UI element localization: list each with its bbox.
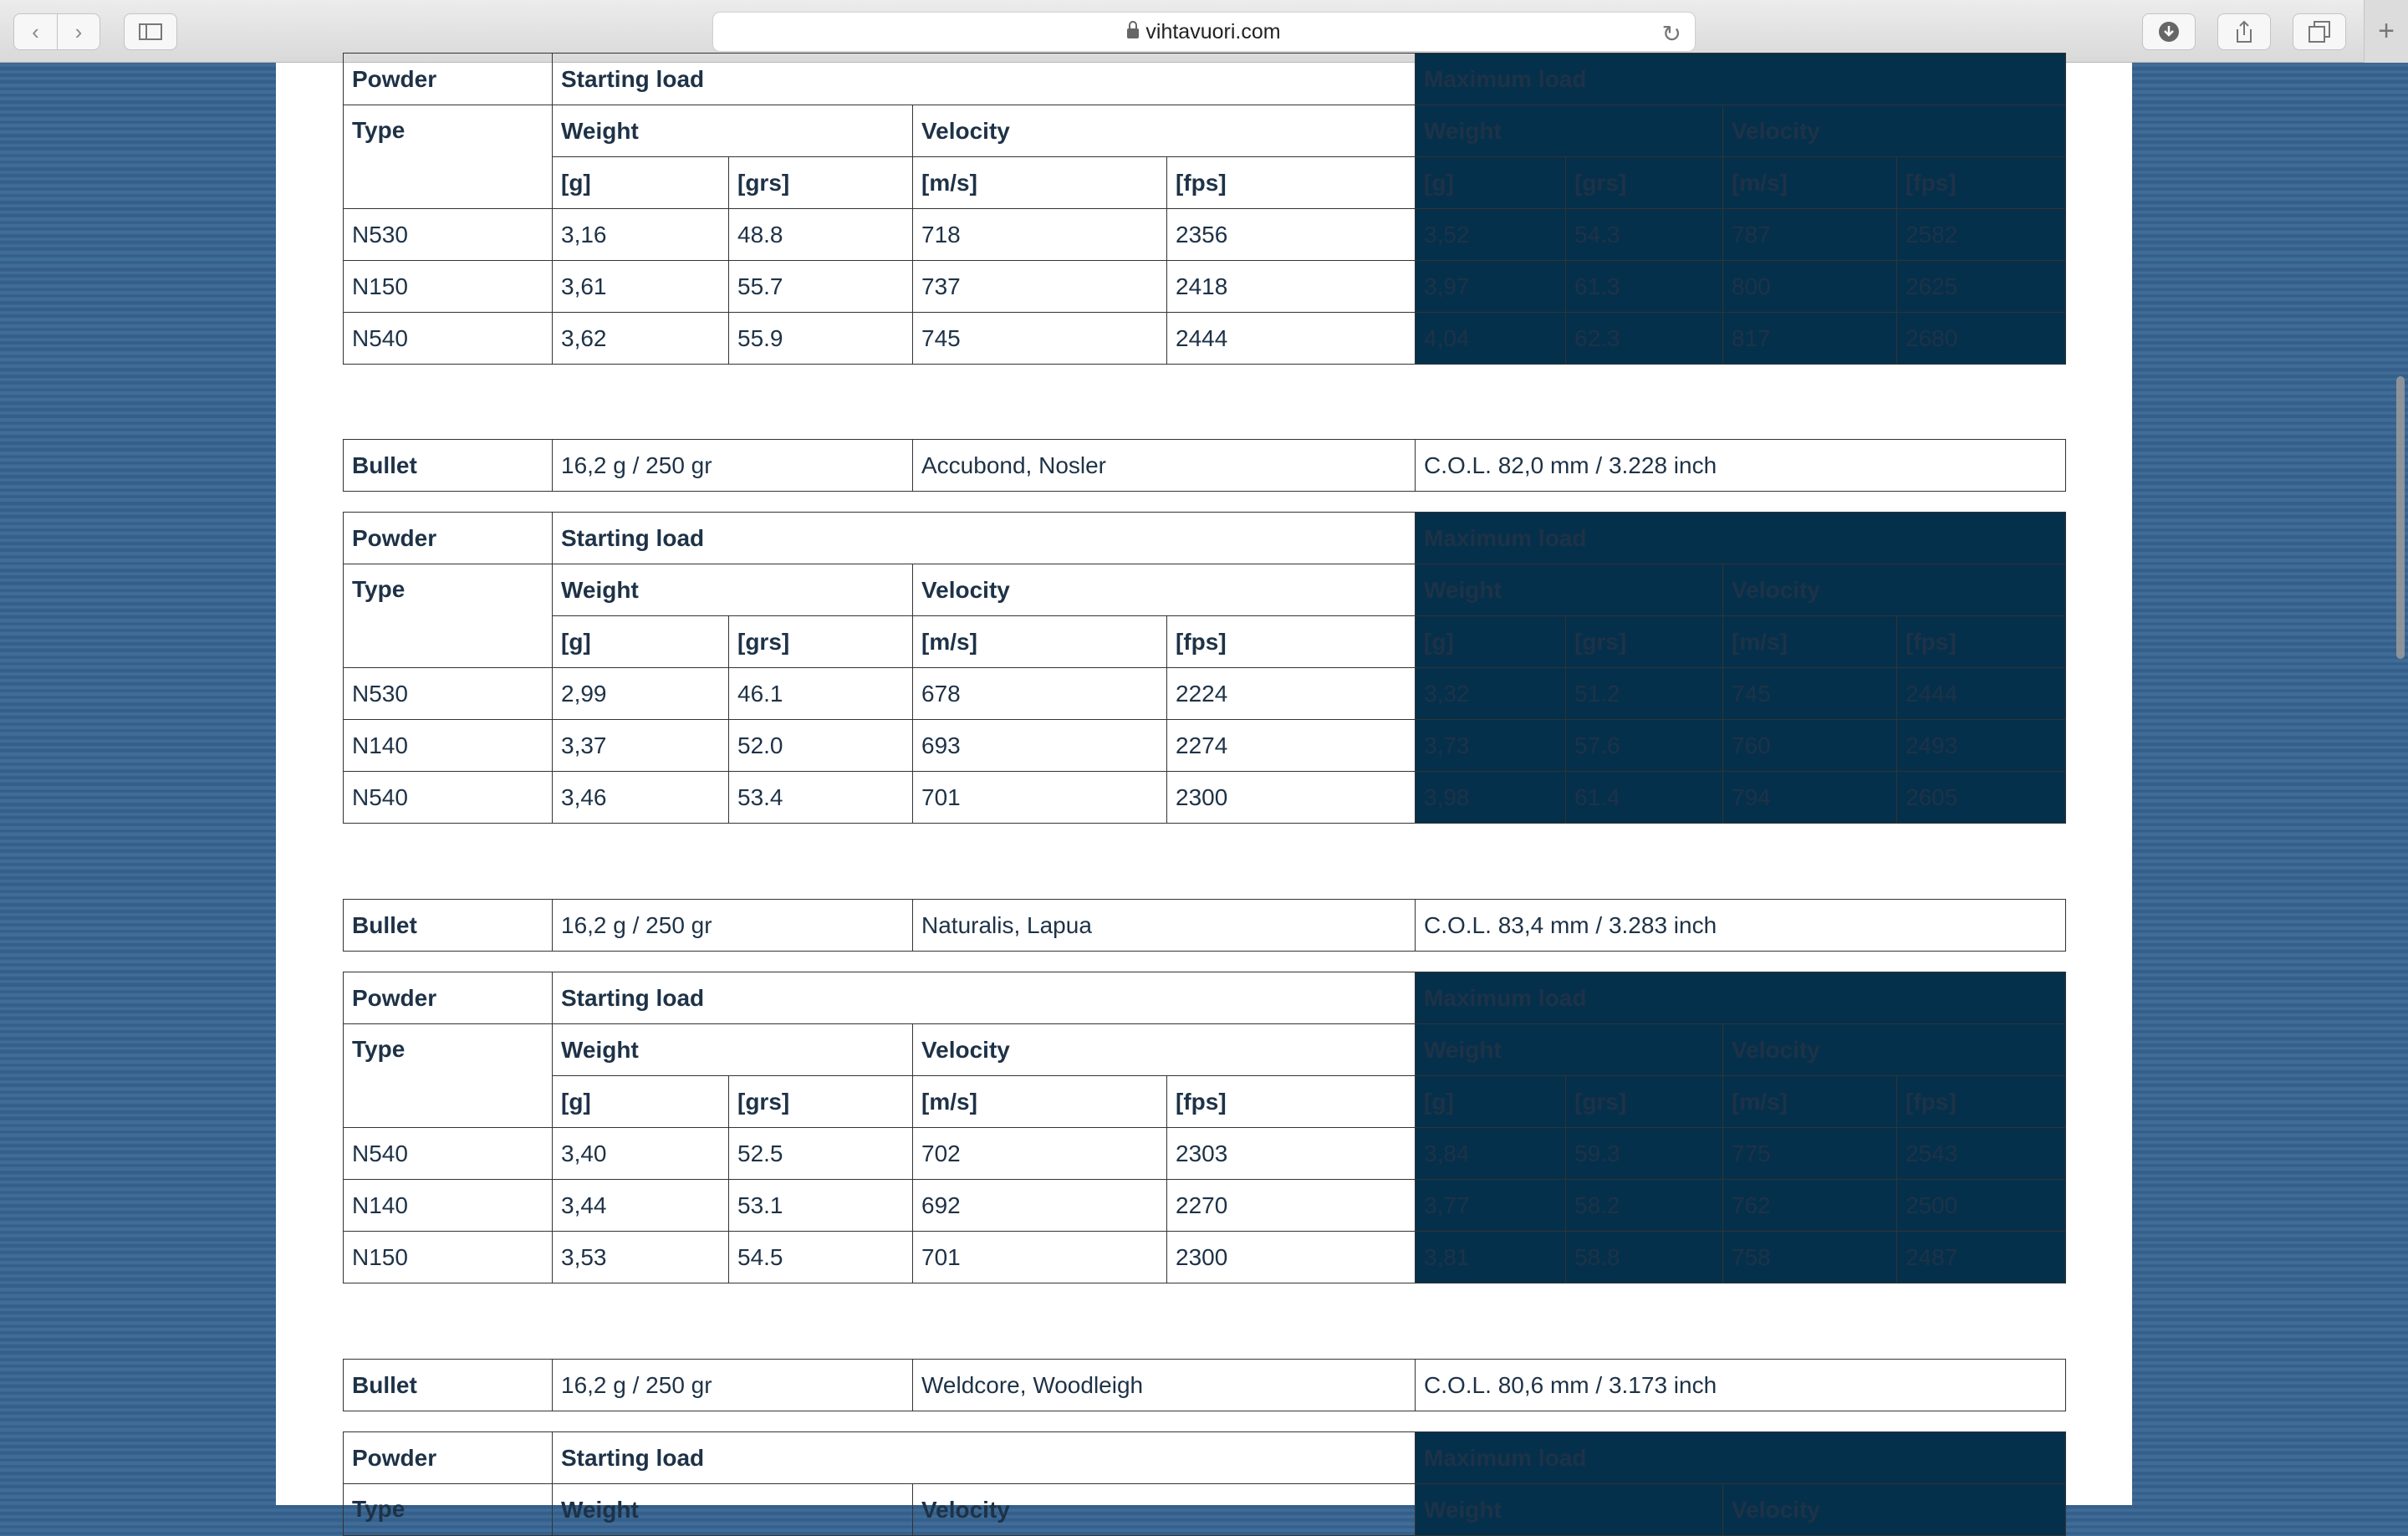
starting-load-label: Starting load [553,513,1416,564]
header-row [344,513,2066,564]
start-grs: 52.5 [729,1128,913,1180]
start-fps: 2274 [1167,720,1416,772]
unit-fps: [fps] [1167,616,1416,668]
powder-type: N150 [344,261,553,313]
max-ms: 760 [1723,720,1897,772]
bullet-col: C.O.L. 80,6 mm / 3.173 inch [1416,1360,2066,1411]
weight-label: Weight [553,105,913,157]
start-ms: 678 [913,668,1167,720]
max-weight-label: Weight [1416,1484,1723,1536]
new-tab-button[interactable] [2364,0,2408,63]
downloads-button[interactable] [2142,13,2196,50]
max-g: 4,04 [1416,313,1566,365]
powder-type: N540 [344,1128,553,1180]
max-g: 3,52 [1416,209,1566,261]
start-g: 3,37 [553,720,729,772]
start-fps: 2300 [1167,772,1416,824]
start-grs: 55.9 [729,313,913,365]
max-g: 3,81 [1416,1232,1566,1283]
start-grs: 54.5 [729,1232,913,1283]
bullet-name: Naturalis, Lapua [913,900,1416,952]
max-fps: 2493 [1897,720,2066,772]
max-fps: 2680 [1897,313,2066,365]
page-content [276,63,2132,1523]
table-row [344,1180,2066,1232]
unit-ms: [m/s] [913,616,1167,668]
max-unit-ms: [m/s] [1723,157,1897,209]
max-weight-label: Weight [1416,105,1723,157]
bullet-table [343,1359,2066,1411]
unit-fps: [fps] [1167,157,1416,209]
bullet-weight: 16,2 g / 250 gr [553,440,913,492]
header-row [344,1432,2066,1484]
forward-icon: › [74,18,83,44]
unit-grs: [grs] [729,157,913,209]
bullet-name: Accubond, Nosler [913,440,1416,492]
load-table [343,512,2066,824]
start-fps: 2303 [1167,1128,1416,1180]
max-fps: 2543 [1897,1128,2066,1180]
max-g: 3,32 [1416,668,1566,720]
max-unit-g: [g] [1416,157,1566,209]
max-unit-ms: [m/s] [1723,1076,1897,1128]
starting-load-label: Starting load [553,972,1416,1024]
url-text: vihtavuori.com [1145,19,1281,43]
max-ms: 794 [1723,772,1897,824]
unit-row [344,616,2066,668]
table-row [344,1232,2066,1283]
share-icon [2234,20,2254,43]
max-ms: 800 [1723,261,1897,313]
powder-label: Powder [344,54,553,105]
unit-ms: [m/s] [913,157,1167,209]
weight-label: Weight [553,564,913,616]
unit-row [344,1076,2066,1128]
max-grs: 61.3 [1566,261,1723,313]
max-unit-grs: [grs] [1566,157,1723,209]
header-row [344,972,2066,1024]
powder-type: N540 [344,313,553,365]
start-grs: 53.1 [729,1180,913,1232]
unit-g: [g] [553,157,729,209]
unit-g: [g] [553,616,729,668]
unit-g: [g] [553,1076,729,1128]
unit-fps: [fps] [1167,1076,1416,1128]
start-ms: 692 [913,1180,1167,1232]
max-unit-ms: [m/s] [1723,616,1897,668]
start-g: 3,61 [553,261,729,313]
unit-grs: [grs] [729,1076,913,1128]
bullet-row [344,900,2066,952]
unit-row [344,157,2066,209]
start-ms: 702 [913,1128,1167,1180]
share-button[interactable] [2217,13,2271,50]
velocity-label: Velocity [913,1024,1416,1076]
max-g: 3,84 [1416,1128,1566,1180]
max-grs: 62.3 [1566,313,1723,365]
load-table-section [343,899,2065,1283]
tabs-icon [2309,21,2330,43]
bullet-table [343,899,2066,952]
max-ms: 745 [1723,668,1897,720]
max-ms: 817 [1723,313,1897,365]
load-table-section [343,439,2065,824]
nav-buttons [13,13,100,50]
bullet-row [344,1360,2066,1411]
start-g: 3,40 [553,1128,729,1180]
powder-type: N140 [344,720,553,772]
start-ms: 693 [913,720,1167,772]
powder-label: Powder [344,513,553,564]
type-label: Type [344,1024,553,1128]
max-unit-g: [g] [1416,1076,1566,1128]
max-unit-fps: [fps] [1897,616,2066,668]
table-row [344,209,2066,261]
max-unit-g: [g] [1416,616,1566,668]
download-icon [2158,21,2180,43]
max-velocity-label: Velocity [1723,1024,2066,1076]
header-row [344,1484,2066,1536]
start-g: 2,99 [553,668,729,720]
max-ms: 775 [1723,1128,1897,1180]
max-grs: 54.3 [1566,209,1723,261]
plus-icon: + [2378,15,2395,47]
start-grs: 52.0 [729,720,913,772]
powder-label: Powder [344,972,553,1024]
start-fps: 2356 [1167,209,1416,261]
unit-grs: [grs] [729,616,913,668]
table-row [344,720,2066,772]
start-g: 3,53 [553,1232,729,1283]
forward-button[interactable] [57,13,100,50]
start-ms: 701 [913,772,1167,824]
start-g: 3,16 [553,209,729,261]
powder-type: N530 [344,668,553,720]
powder-type: N530 [344,209,553,261]
load-table [343,972,2066,1283]
start-g: 3,44 [553,1180,729,1232]
velocity-label: Velocity [913,105,1416,157]
max-weight-label: Weight [1416,1024,1723,1076]
max-velocity-label: Velocity [1723,1484,2066,1536]
start-grs: 53.4 [729,772,913,824]
max-g: 3,98 [1416,772,1566,824]
start-ms: 701 [913,1232,1167,1283]
max-grs: 59.3 [1566,1128,1723,1180]
start-g: 3,62 [553,313,729,365]
max-fps: 2625 [1897,261,2066,313]
max-fps: 2605 [1897,772,2066,824]
back-button[interactable] [13,13,57,50]
maximum-load-label: Maximum load [1416,54,2066,105]
weight-label: Weight [553,1024,913,1076]
start-fps: 2270 [1167,1180,1416,1232]
header-row [344,1024,2066,1076]
load-table-section [343,53,2065,365]
max-ms: 787 [1723,209,1897,261]
start-fps: 2444 [1167,313,1416,365]
start-ms: 745 [913,313,1167,365]
reload-icon[interactable]: ↻ [1661,21,1681,47]
velocity-label: Velocity [913,1484,1416,1536]
max-grs: 57.6 [1566,720,1723,772]
type-label: Type [344,1484,553,1536]
start-fps: 2300 [1167,1232,1416,1283]
unit-ms: [m/s] [913,1076,1167,1128]
max-velocity-label: Velocity [1723,105,2066,157]
max-fps: 2500 [1897,1180,2066,1232]
maximum-load-label: Maximum load [1416,513,2066,564]
velocity-label: Velocity [913,564,1416,616]
maximum-load-label: Maximum load [1416,1432,2066,1484]
starting-load-label: Starting load [553,1432,1416,1484]
bullet-name: Weldcore, Woodleigh [913,1360,1416,1411]
max-fps: 2444 [1897,668,2066,720]
max-velocity-label: Velocity [1723,564,2066,616]
start-grs: 55.7 [729,261,913,313]
table-row [344,1128,2066,1180]
max-unit-fps: [fps] [1897,1076,2066,1128]
weight-label: Weight [553,1484,913,1536]
back-icon: ‹ [32,18,39,44]
powder-type: N150 [344,1232,553,1283]
sidebar-icon [139,23,162,40]
starting-load-label: Starting load [553,54,1416,105]
max-g: 3,97 [1416,261,1566,313]
address-bar[interactable] [712,12,1696,52]
powder-label: Powder [344,1432,553,1484]
table-row [344,313,2066,365]
max-grs: 61.4 [1566,772,1723,824]
bullet-col: C.O.L. 82,0 mm / 3.228 inch [1416,440,2066,492]
table-row [344,261,2066,313]
bullet-label: Bullet [344,1360,553,1411]
max-g: 3,77 [1416,1180,1566,1232]
sidebar-button[interactable] [124,13,177,50]
powder-type: N540 [344,772,553,824]
start-fps: 2224 [1167,668,1416,720]
start-grs: 46.1 [729,668,913,720]
load-table [343,53,2066,365]
lock-icon [1127,28,1139,38]
scrollbar-thumb[interactable] [2396,376,2405,659]
bullet-weight: 16,2 g / 250 gr [553,900,913,952]
start-g: 3,46 [553,772,729,824]
max-fps: 2582 [1897,209,2066,261]
table-row [344,772,2066,824]
max-ms: 758 [1723,1232,1897,1283]
max-grs: 51.2 [1566,668,1723,720]
table-row [344,668,2066,720]
max-unit-fps: [fps] [1897,157,2066,209]
max-g: 3,73 [1416,720,1566,772]
header-row [344,54,2066,105]
max-unit-grs: [grs] [1566,616,1723,668]
bullet-table [343,439,2066,492]
bullet-weight: 16,2 g / 250 gr [553,1360,913,1411]
load-table [343,1431,2066,1536]
max-weight-label: Weight [1416,564,1723,616]
start-ms: 718 [913,209,1167,261]
max-ms: 762 [1723,1180,1897,1232]
tabs-button[interactable] [2293,13,2346,50]
max-grs: 58.2 [1566,1180,1723,1232]
type-label: Type [344,564,553,668]
bullet-label: Bullet [344,440,553,492]
type-label: Type [344,105,553,209]
max-fps: 2487 [1897,1232,2066,1283]
header-row [344,564,2066,616]
start-ms: 737 [913,261,1167,313]
load-table-section [343,1359,2065,1536]
maximum-load-label: Maximum load [1416,972,2066,1024]
start-grs: 48.8 [729,209,913,261]
bullet-row [344,440,2066,492]
header-row [344,105,2066,157]
max-grs: 58.8 [1566,1232,1723,1283]
bullet-col: C.O.L. 83,4 mm / 3.283 inch [1416,900,2066,952]
bullet-label: Bullet [344,900,553,952]
max-unit-grs: [grs] [1566,1076,1723,1128]
powder-type: N140 [344,1180,553,1232]
start-fps: 2418 [1167,261,1416,313]
